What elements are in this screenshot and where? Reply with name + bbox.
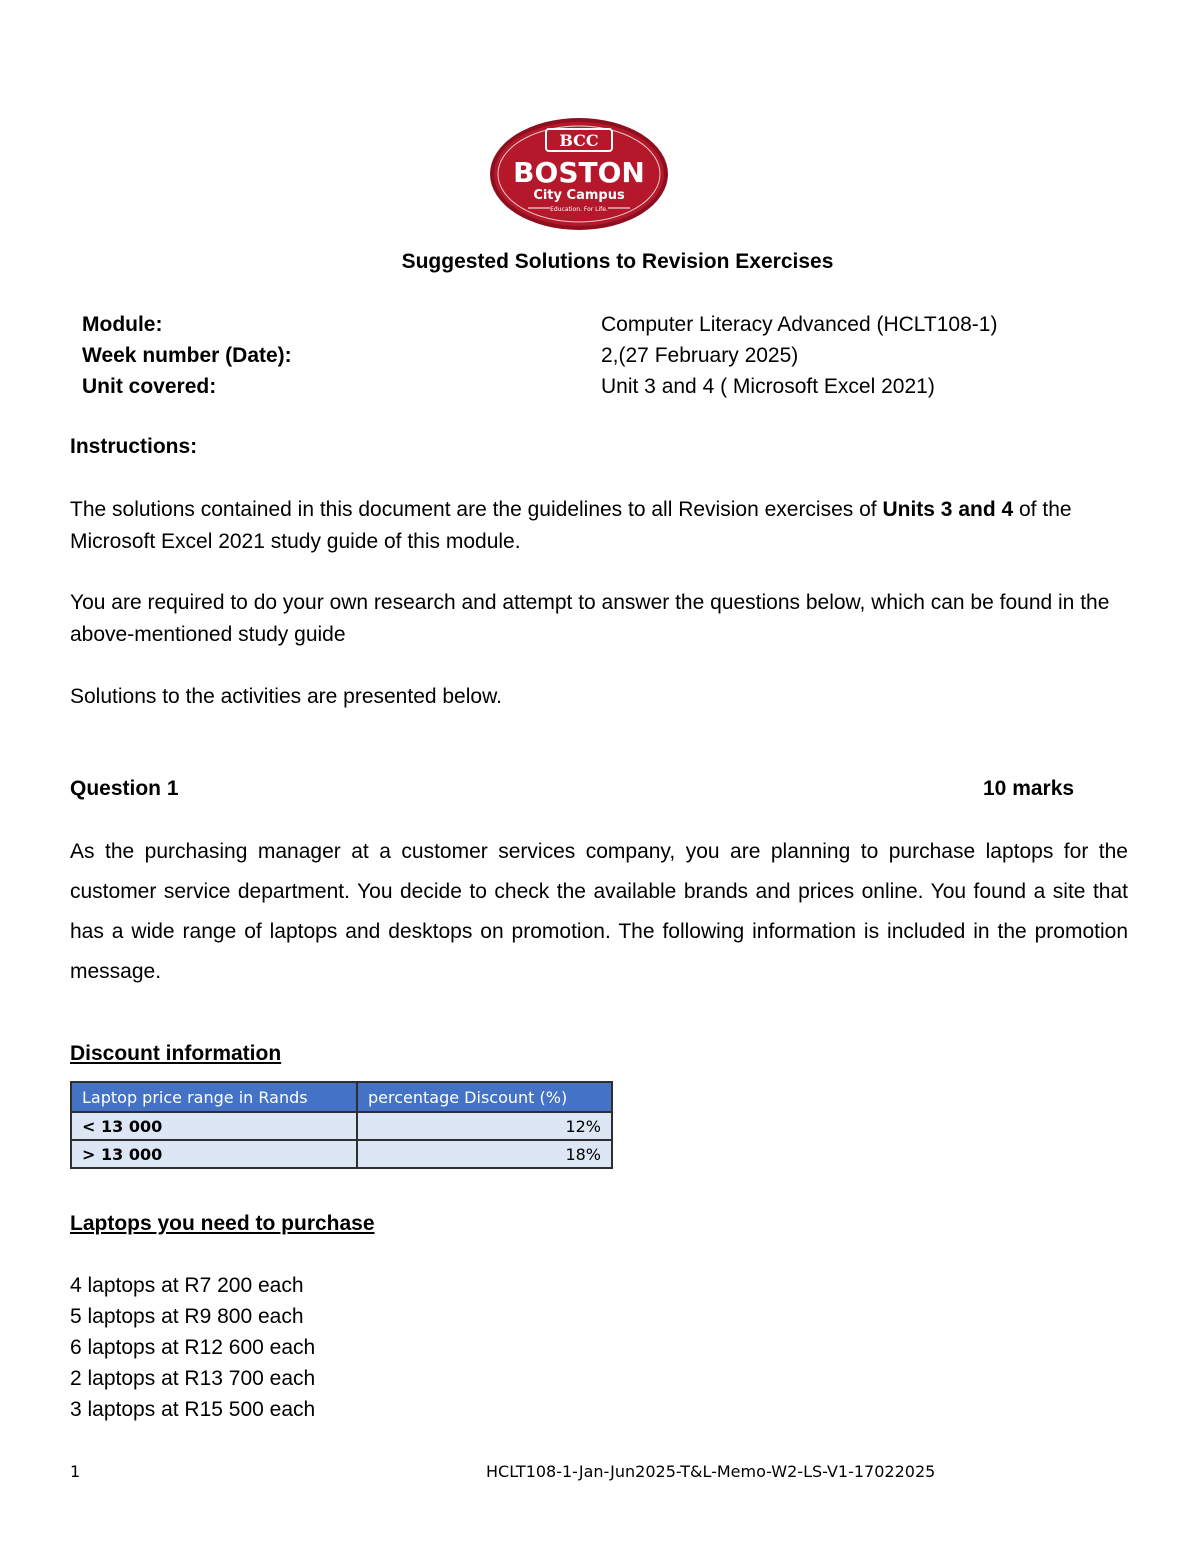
price-range-cell: > 13 000 xyxy=(71,1140,357,1168)
table-row xyxy=(71,1112,612,1140)
discount-table-header-row xyxy=(71,1082,612,1112)
document-code: HCLT108-1-Jan-Jun2025-T&L-Memo-W2-LS-V1-17022025 xyxy=(486,1462,936,1481)
document-title: Suggested Solutions to Revision Exercises xyxy=(401,250,834,273)
instructions-p1-after: of the Microsoft Excel 2021 study guide of this module. xyxy=(70,498,1072,553)
instructions-p1-bold: Units 3 and 4 xyxy=(882,498,1014,521)
discount-heading: Discount information xyxy=(70,1042,282,1065)
discount-cell: 18% xyxy=(357,1140,612,1168)
module-label: Module: xyxy=(82,313,163,336)
logo-monogram: BCC xyxy=(559,131,599,150)
logo-tagline: Education. For Life. xyxy=(550,206,608,213)
question-1-text: As the purchasing manager at a customer services company, you are planning to purchase laptops for the customer service department. You decide to check the available brands and prices online. You found a site that has a wide range of laptops and desktops on promotion. The following information is included in the promotion message. xyxy=(70,840,1128,983)
list-item: 6 laptops at R12 600 each xyxy=(70,1336,316,1359)
unit-label: Unit covered: xyxy=(82,375,217,398)
price-range-cell: < 13 000 xyxy=(71,1112,357,1140)
instructions-paragraph-3: Solutions to the activities are presented below. xyxy=(70,685,502,708)
logo-subtitle: City Campus xyxy=(533,188,625,203)
week-value: 2,(27 February 2025) xyxy=(601,344,799,367)
instructions-paragraph-1 xyxy=(70,494,1130,558)
instructions-heading: Instructions: xyxy=(70,435,198,458)
question-1-label: Question 1 xyxy=(70,777,179,800)
discount-header-price-range: Laptop price range in Rands xyxy=(71,1082,357,1112)
list-item: 3 laptops at R15 500 each xyxy=(70,1398,316,1421)
discount-table xyxy=(70,1081,613,1169)
page-number: 1 xyxy=(70,1462,81,1481)
discount-cell: 12% xyxy=(357,1112,612,1140)
boston-city-campus-logo xyxy=(488,116,670,237)
laptops-heading: Laptops you need to purchase xyxy=(70,1212,375,1235)
list-item: 4 laptops at R7 200 each xyxy=(70,1274,304,1297)
instructions-paragraph-2: You are required to do your own research and attempt to answer the questions below, which can be found in the above-mentioned study guide xyxy=(70,591,1110,646)
week-label: Week number (Date): xyxy=(82,344,292,367)
unit-value: Unit 3 and 4 ( Microsoft Excel 2021) xyxy=(601,375,935,398)
list-item: 2 laptops at R13 700 each xyxy=(70,1367,316,1390)
logo-emblem xyxy=(488,116,670,232)
instructions-p1-before: The solutions contained in this document are the guidelines to all Revision exercises of xyxy=(70,498,883,521)
module-value: Computer Literacy Advanced (HCLT108-1) xyxy=(601,313,998,336)
list-item: 5 laptops at R9 800 each xyxy=(70,1305,304,1328)
table-row xyxy=(71,1140,612,1168)
logo-name: BOSTON xyxy=(513,156,645,189)
discount-header-percentage: percentage Discount (%) xyxy=(357,1082,612,1112)
question-1-marks: 10 marks xyxy=(983,777,1075,800)
